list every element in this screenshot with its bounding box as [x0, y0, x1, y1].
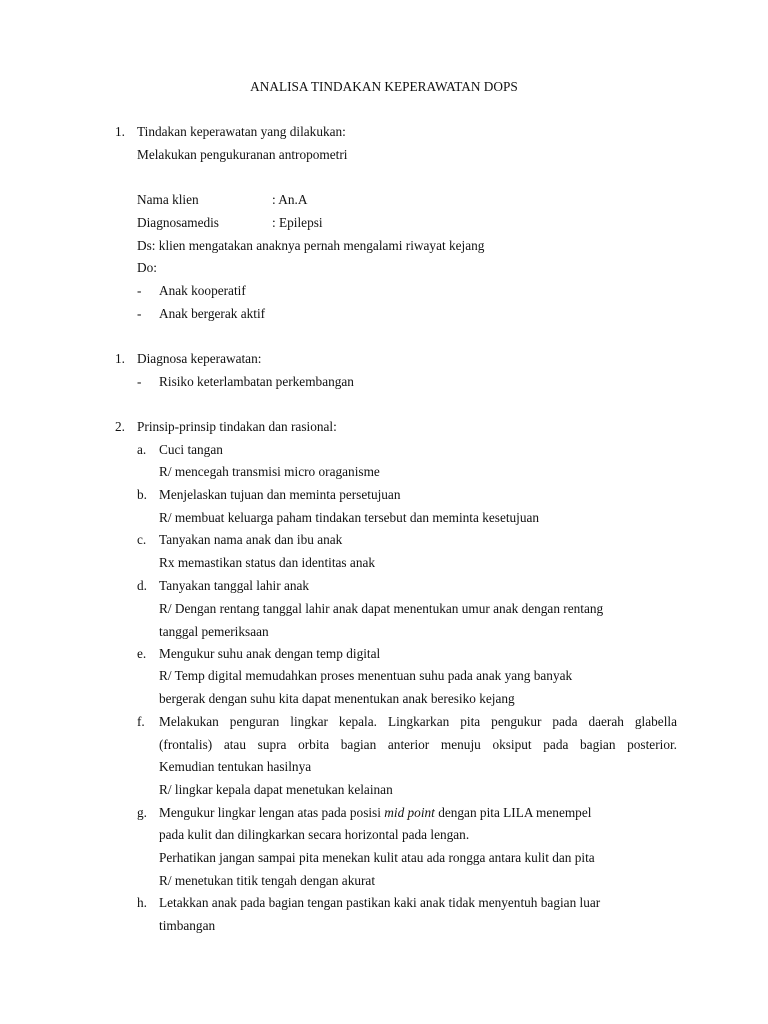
section-3-number: 2.: [115, 419, 125, 434]
section-3-heading: Prinsip-prinsip tindakan dan rasional:: [137, 419, 337, 434]
diagnosa-medis-label: Diagnosamedis: [137, 215, 219, 230]
data-objektif-item: Anak bergerak aktif: [159, 306, 266, 321]
section-2-number: 1.: [115, 351, 125, 366]
list-item-line: R/ menetukan titik tengah dengan akurat: [159, 873, 376, 888]
section-1-action: Melakukan pengukuranan antropometri: [137, 147, 348, 162]
list-item-line: [159, 805, 591, 821]
list-item-line: Menjelaskan tujuan dan meminta persetujuan: [159, 487, 401, 502]
data-subjektif: Ds: klien mengatakan anaknya pernah mengalami riwayat kejang: [137, 238, 485, 253]
list-item-line: Melakukan penguran lingkar kepala. Lingkarkan pita pengukur pada daerah glabella: [159, 714, 677, 729]
bullet-dash: -: [137, 283, 142, 298]
diagnosa-medis-value: : Epilepsi: [272, 215, 323, 230]
list-letter: g.: [137, 805, 147, 820]
list-item-line: R/ lingkar kepala dapat menetukan kelainan: [159, 782, 393, 797]
nama-klien-value: : An.A: [272, 192, 308, 207]
list-item-line: Letakkan anak pada bagian tengan pastikan kaki anak tidak menyentuh bagian luar: [159, 895, 601, 910]
section-1-number: 1.: [115, 124, 125, 139]
document-title: ANALISA TINDAKAN KEPERAWATAN DOPS: [250, 79, 518, 94]
list-item-line: Tanyakan tanggal lahir anak: [159, 578, 310, 593]
list-item-line: R/ membuat keluarga paham tindakan tersebut dan meminta kesetujuan: [159, 510, 540, 525]
bullet-dash: -: [137, 374, 142, 389]
list-letter: h.: [137, 895, 147, 910]
list-letter: d.: [137, 578, 147, 593]
list-item-line: R/ mencegah transmisi micro oraganisme: [159, 464, 380, 479]
bullet-dash: -: [137, 306, 142, 321]
list-item-line: Tanyakan nama anak dan ibu anak: [159, 532, 343, 547]
list-item-line: Perhatikan jangan sampai pita menekan kulit atau ada rongga antara kulit dan pita: [159, 850, 595, 865]
list-item-line: (frontalis) atau supra orbita bagian anterior menuju oksiput pada bagian posterior.: [159, 737, 677, 752]
list-item-line: tanggal pemeriksaan: [159, 624, 269, 639]
data-objektif-label: Do:: [137, 260, 157, 275]
list-item-text: Mengukur lingkar lengan atas pada posisi: [159, 805, 385, 820]
italic-term: mid point: [384, 805, 435, 820]
list-letter: b.: [137, 487, 147, 502]
list-letter: c.: [137, 532, 147, 547]
data-objektif-item: Anak kooperatif: [159, 283, 246, 298]
list-item-line: bergerak dengan suhu kita dapat menentukan anak beresiko kejang: [159, 691, 515, 706]
list-item-text: dengan pita LILA menempel: [434, 805, 592, 820]
list-item-line: pada kulit dan dilingkarkan secara horizontal pada lengan.: [159, 827, 470, 842]
list-item-line: Kemudian tentukan hasilnya: [159, 759, 312, 774]
list-item-line: timbangan: [159, 918, 216, 933]
list-item-line: Cuci tangan: [159, 442, 223, 457]
list-letter: e.: [137, 646, 147, 661]
nama-klien-label: Nama klien: [137, 192, 199, 207]
list-item-line: R/ Dengan rentang tanggal lahir anak dapat menentukan umur anak dengan rentang: [159, 601, 604, 616]
list-letter: a.: [137, 442, 147, 457]
diagnosa-item: Risiko keterlambatan perkembangan: [159, 374, 354, 389]
section-2-heading: Diagnosa keperawatan:: [137, 351, 262, 366]
list-item-line: Rx memastikan status dan identitas anak: [159, 555, 376, 570]
list-item-line: Mengukur suhu anak dengan temp digital: [159, 646, 381, 661]
list-item-line: R/ Temp digital memudahkan proses menentuan suhu pada anak yang banyak: [159, 668, 573, 683]
list-letter: f.: [137, 714, 145, 729]
section-1-heading: Tindakan keperawatan yang dilakukan:: [137, 124, 346, 139]
